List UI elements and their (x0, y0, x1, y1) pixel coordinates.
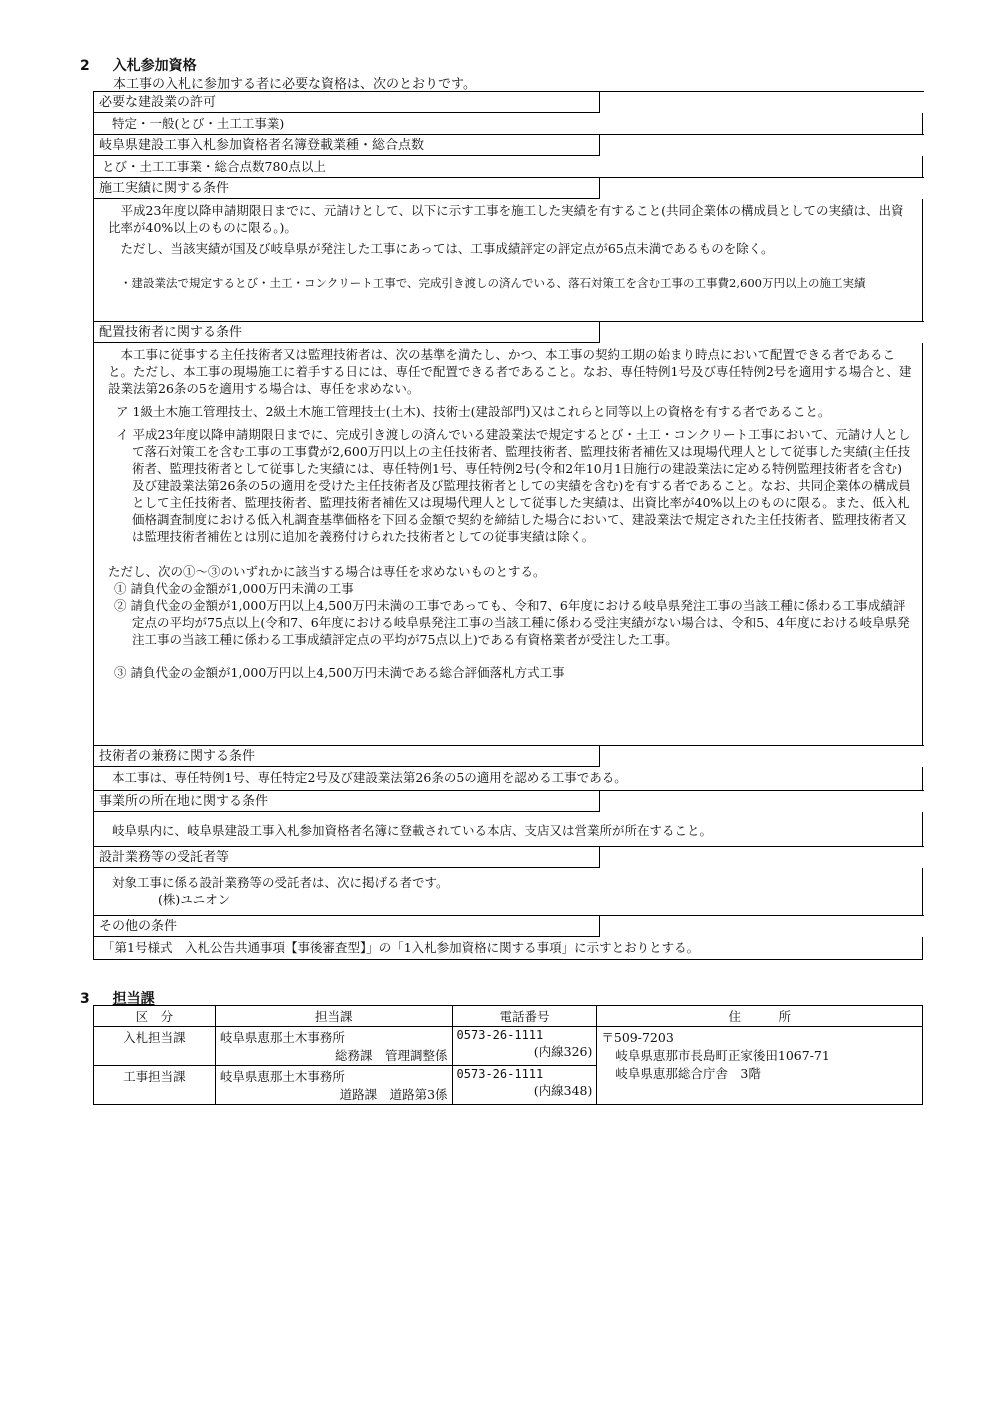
exempt-item-3-text: 請負代金の金額が1,000万円以上4,500万円未満である総合評価落札方式工事 (130, 665, 565, 680)
concurrent-value-row (94, 767, 922, 791)
exempt-item-1 (102, 580, 914, 597)
exempt-item-2 (102, 597, 914, 648)
engineer-label-row (94, 322, 922, 343)
row-office-cell (215, 1027, 452, 1066)
row-dept: 総務課 管理調整係 (335, 1048, 448, 1063)
row-kubun: 入札担当課 (94, 1027, 216, 1066)
section3-title: 担当課 (112, 991, 155, 1007)
other-label-row (94, 916, 922, 937)
design-label: 設計業務等の受託者等 (99, 850, 230, 865)
design-value-row (94, 868, 922, 916)
row-office-cell (215, 1066, 452, 1105)
register-label-row (94, 135, 922, 156)
row-tel-cell (452, 1066, 597, 1105)
permit-label-row (94, 92, 922, 113)
address-cell (597, 1027, 923, 1105)
header-address: 住 所 (597, 1006, 923, 1027)
office-value: 岐阜県内に、岐阜県建設工事入札参加資格者名簿に登載されている本店、支店又は営業所が所在すること。 (112, 823, 713, 838)
record-value-row (94, 199, 922, 322)
office-value-row (94, 812, 922, 847)
exempt-item-1-text: 請負代金の金額が1,000万円未満の工事 (130, 581, 354, 596)
address-postal: 〒509-7203 (601, 1030, 674, 1045)
other-value: 「第1号様式 入札公告共通事項【事後審査型】」の「1入札参加資格に関する事項」に示すとおりとする。 (102, 940, 700, 955)
record-paragraph-2: ただし、当該実績が国及び岐阜県が発注した工事にあっては、工事成績評定の評定点が65点未満であるものを除く。 (120, 241, 774, 256)
office-label: 事業所の所在地に関する条件 (99, 794, 269, 809)
header-office: 担当課 (215, 1006, 452, 1027)
header-tel: 電話番号 (452, 1006, 597, 1027)
register-value: とび・土工工事業・総合点数780点以上 (102, 159, 326, 174)
row-ext: (内線348) (533, 1083, 593, 1098)
contact-table-header (94, 1006, 923, 1027)
exempt-item-3 (102, 664, 914, 681)
engineer-item-i-mark: イ (116, 427, 129, 442)
design-value: 対象工事に係る設計業務等の受託者は、次に掲げる者です。 (112, 875, 449, 890)
permit-value-row (94, 113, 922, 135)
header-kubun: 区 分 (94, 1006, 216, 1027)
engineer-paragraph: 本工事に従事する主任技術者又は監理技術者は、次の基準を満たし、かつ、本工事の契約工期の始まり時点において配置できる者であること。ただし、本工事の現場施工に着手する日には、専任で配置できる者であること。なお、専任特例1号及び専任特例2号を適用する場合と、建設業法第26条の5を適用する場合は、専任を求めない。 (108, 347, 912, 396)
engineer-item-a (102, 403, 914, 420)
qualification-table (93, 91, 923, 960)
row-tel-cell (452, 1027, 597, 1066)
section2-intro: 本工事の入札に参加する者に必要な資格は、次のとおりです。 (113, 77, 476, 92)
design-company: (株)ユニオン (158, 892, 231, 907)
concurrent-value: 本工事は、専任特例1号、専任特定2号及び建設業法第26条の5の適用を認める工事である。 (112, 770, 627, 785)
office-label-row (94, 791, 922, 812)
engineer-item-a-text: 1級土木施工管理技士、2級土木施工管理技士(土木)、技術士(建設部門)又はこれらと同等以上の資格を有する者であること。 (132, 404, 831, 419)
exempt-item-2-mark: ② (114, 598, 127, 613)
row-office: 岐阜県恵那土木事務所 (219, 1030, 345, 1045)
exempt-item-1-mark: ① (114, 581, 127, 596)
record-paragraph-1: 平成23年度以降申請期限日までに、元請けとして、以下に示す工事を施工した実績を有すること(共同企業体の構成員としての実績は、出資比率が40%以上のものに限る。)。 (108, 203, 904, 235)
concurrent-label: 技術者の兼務に関する条件 (99, 749, 256, 764)
register-value-row (94, 156, 922, 178)
section2-heading (80, 55, 197, 75)
engineer-item-i (102, 426, 914, 545)
exempt-item-2-text: 請負代金の金額が1,000万円以上4,500万円未満の工事であっても、令和7、6年度における岐阜県発注工事の当該工種に係わる工事成績評定点の平均が75点以上(令和7、6年度における岐阜県発注工事の当該工種に係わる受注実績がない場合は、令和5、4年度における岐阜県発注工事の当該工種に係わる工事成績評定点の平均が75点以上)である有資格業者が受注した工事。 (130, 598, 910, 647)
section2-number: 2 (80, 58, 90, 74)
engineer-item-a-mark: ア (116, 404, 129, 419)
engineer-label: 配置技術者に関する条件 (99, 325, 243, 340)
address-line: 岐阜県恵那市長島町正家後田1067-71 (615, 1048, 830, 1063)
table-row (94, 1027, 923, 1066)
other-label: その他の条件 (99, 919, 178, 934)
row-tel: 0573-26-1111 (456, 1067, 544, 1081)
engineer-value-row (94, 343, 922, 746)
row-kubun: 工事担当課 (94, 1066, 216, 1105)
row-ext: (内線326) (533, 1044, 593, 1059)
engineer-exempt-intro: ただし、次の①～③のいずれかに該当する場合は専任を求めないものとする。 (108, 564, 546, 579)
register-label: 岐阜県建設工事入札参加資格者名簿登載業種・総合点数 (99, 138, 425, 153)
record-label-row (94, 178, 922, 199)
row-office: 岐阜県恵那土木事務所 (219, 1069, 345, 1084)
permit-value: 特定・一般(とび・土工工事業) (112, 116, 285, 131)
record-paragraph-3: ・建設業法で規定するとび・土工・コンクリート工事で、完成引き渡しの済んでいる、落石対策工を含む工事の工事費2,600万円以上の施工実績 (120, 276, 866, 290)
section3-number: 3 (80, 991, 90, 1007)
concurrent-label-row (94, 746, 922, 767)
design-label-row (94, 847, 922, 868)
record-label: 施工実績に関する条件 (99, 181, 230, 196)
row-tel: 0573-26-1111 (456, 1028, 544, 1042)
permit-label: 必要な建設業の許可 (99, 95, 217, 110)
contact-table (93, 1005, 923, 1105)
engineer-item-i-text: 平成23年度以降申請期限日までに、完成引き渡しの済んでいる建設業法で規定するとび・土工・コンクリート工事において、元請け人として落石対策工を含む工事の工事費が2,600万円以上の主任技術者、監理技術者、監理技術者補佐又は現場代理人として従事した実績(主任技術者、監理技術者として従事した実績には、専任特例1号、専任特例2号(令和2年10月1日施行の建設業法に定める特例監理技術者を含む)及び建設業法第26条の5の適用を受けた主任技術者及び監理技術者としての実績を含む)を有する者であること。なお、共同企業体の構成員として主任技術者、監理技術者、監理技術者補佐又は現場代理人として従事した実績は、出資比率が40%以上のものに限る。また、低入札価格調査制度における低入札調査基準価格を下回る金額で契約を締結した場合において、建設業法で規定された主任技術者、監理技術者又は監理技術者補佐とは別に追加を義務付けられた技術者としての従事実績は除く。 (132, 427, 911, 544)
other-value-row (94, 937, 922, 959)
section2-title: 入札参加資格 (112, 58, 197, 74)
row-dept: 道路課 道路第3係 (339, 1087, 448, 1102)
address-building: 岐阜県恵那総合庁舎 3階 (615, 1066, 761, 1081)
exempt-item-3-mark: ③ (114, 665, 127, 680)
